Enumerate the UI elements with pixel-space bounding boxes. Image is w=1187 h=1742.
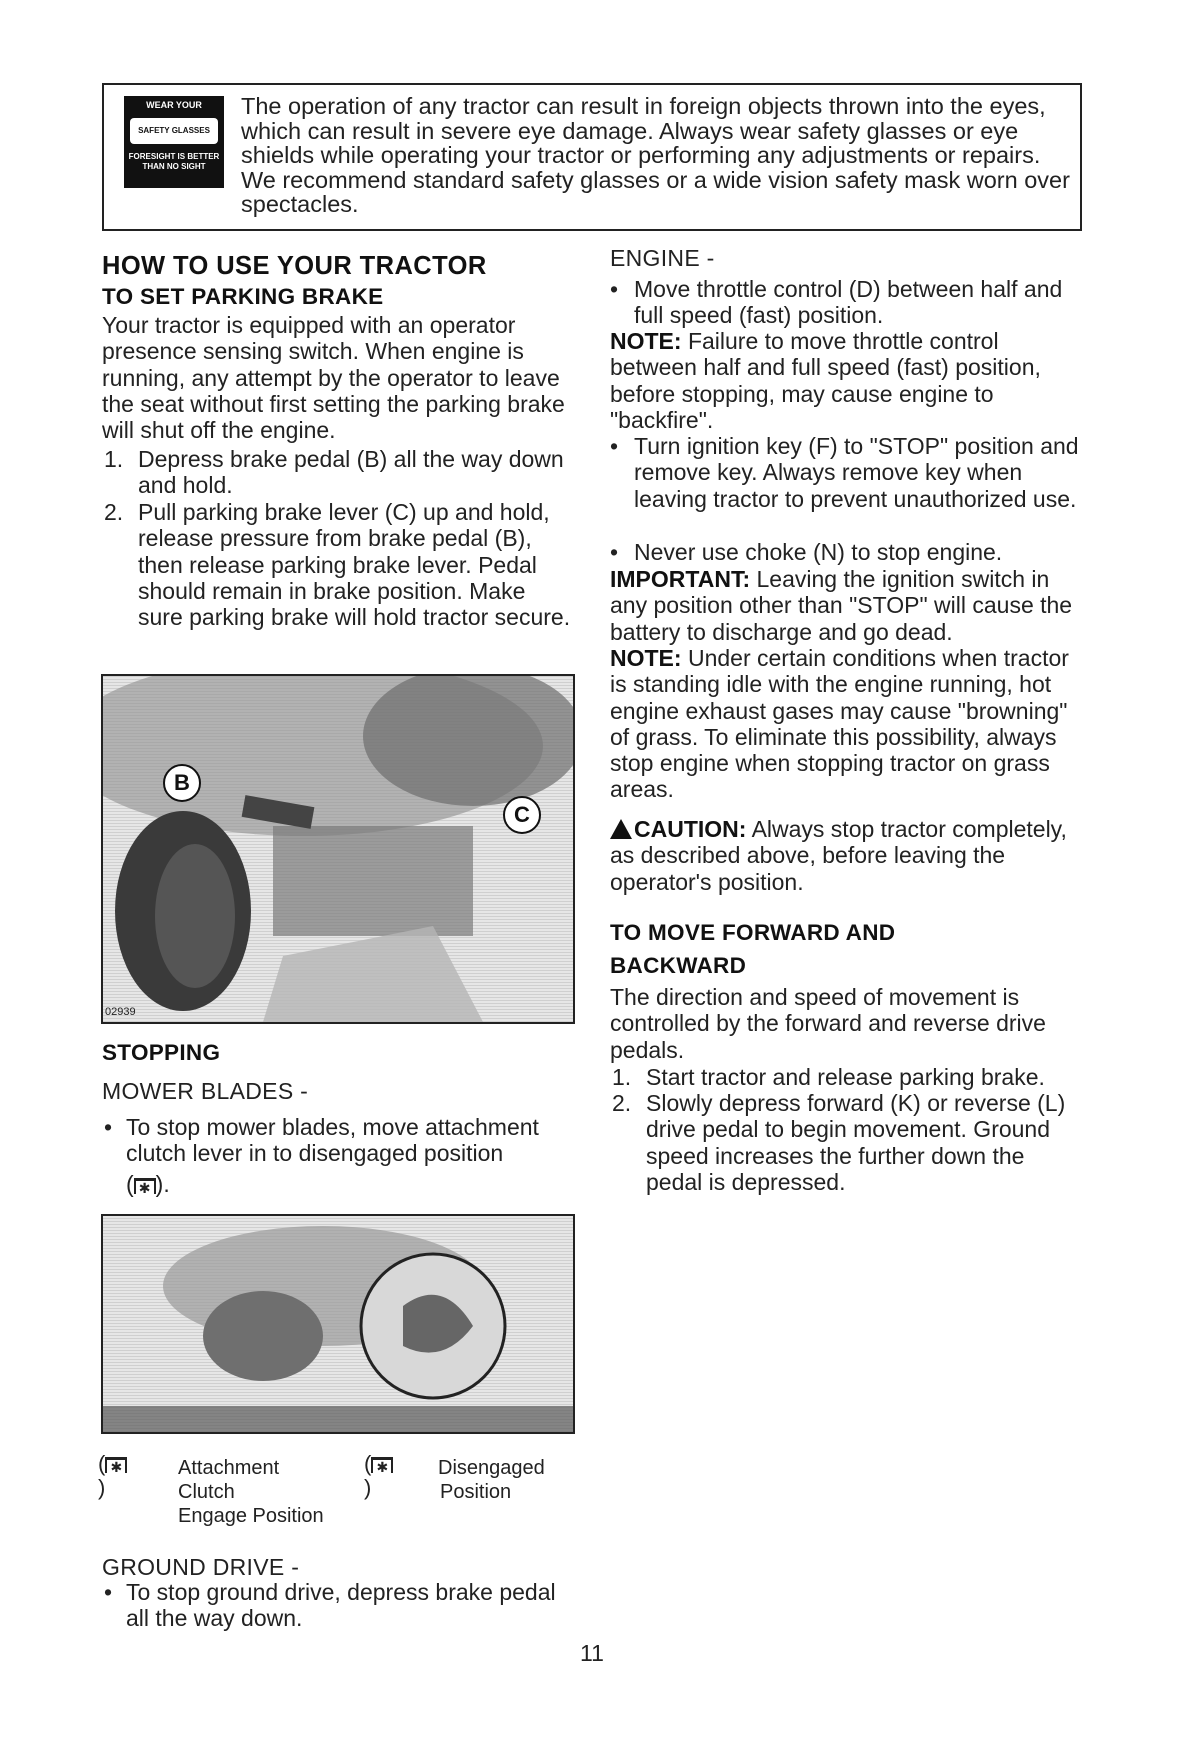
note-2-label: NOTE: bbox=[610, 645, 682, 671]
move-heading-line1: TO MOVE FORWARD AND bbox=[610, 920, 896, 945]
move-heading-line2: BACKWARD bbox=[610, 953, 747, 978]
step-text: Pull parking brake lever (C) up and hold, release pressure from brake pedal (B), then release parking brake lever. Pedal should remain in brake position. Make sure parking brake will hold tractor secure. bbox=[138, 499, 571, 631]
bullet-icon: • bbox=[610, 276, 619, 302]
disengage-symbol-line: ( ✱ ). bbox=[126, 1170, 170, 1197]
parking-brake-heading: TO SET PARKING BRAKE bbox=[102, 284, 384, 309]
mower-blades-label: MOWER BLADES - bbox=[102, 1078, 309, 1104]
step-text: Start tractor and release parking brake. bbox=[646, 1064, 1045, 1090]
bullet-icon: • bbox=[104, 1579, 113, 1605]
bullet-text: Turn ignition key (F) to "STOP" position and remove key. Always remove key when leaving tractor to prevent unauthorized use. bbox=[634, 433, 1079, 512]
tractor-wheel-illustration bbox=[103, 676, 573, 1022]
safety-notice-text: The operation of any tractor can result in foreign objects thrown into the eyes, which can result in severe eye damage. Always wear safety glasses or eye shields while operating your tractor or performing any adjustments or repairs. We recommend standard safety glasses or a wide vision safety mask worn over spectacles. bbox=[241, 93, 1070, 217]
warning-triangle-icon bbox=[610, 819, 632, 839]
ground-drive-label: GROUND DRIVE - bbox=[102, 1554, 300, 1580]
engage-clutch-icon: ✱ bbox=[105, 1457, 127, 1473]
step-number: 2. bbox=[104, 499, 124, 525]
badge-top-text: WEAR YOUR bbox=[146, 100, 202, 110]
bullet-text: Never use choke (N) to stop engine. bbox=[634, 539, 1003, 565]
parking-step-2 bbox=[104, 499, 574, 630]
parking-step-1 bbox=[104, 446, 574, 499]
bullet-text: Move throttle control (D) between half and full speed (fast) position. bbox=[634, 276, 1063, 329]
section-title: HOW TO USE YOUR TRACTOR bbox=[102, 252, 487, 280]
disengage-clutch-icon: ✱ bbox=[134, 1178, 156, 1194]
note-1-label: NOTE: bbox=[610, 328, 682, 354]
disengage-caption-line1: Disengaged bbox=[438, 1457, 545, 1479]
callout-c: C bbox=[503, 796, 541, 834]
badge-middle-text: SAFETY GLASSES bbox=[130, 118, 218, 144]
engage-caption-line3: Engage Position bbox=[178, 1505, 324, 1527]
note-2-text: Under certain conditions when tractor is standing idle with the engine running, hot engine exhaust gases may cause "browning" of grass. To eliminate this possibility, always stop engine when stopping tractor on grass areas. bbox=[610, 645, 1069, 803]
move-step-2 bbox=[612, 1090, 1087, 1195]
disengage-symbol: ( ✱) bbox=[364, 1452, 393, 1500]
bullet-text: To stop ground drive, depress brake pedal all the way down. bbox=[126, 1579, 556, 1632]
caution-text: Always stop tractor completely, as described above, before leaving the operator's position. bbox=[610, 816, 1067, 895]
disengage-caption-line2: Position bbox=[440, 1481, 512, 1503]
step-text: Depress brake pedal (B) all the way down and hold. bbox=[138, 446, 564, 499]
engage-symbol: ( ✱) bbox=[98, 1452, 127, 1500]
engine-label: ENGINE - bbox=[610, 245, 715, 271]
attachment-clutch-photo bbox=[101, 1214, 575, 1434]
engage-caption-line1: Attachment bbox=[178, 1457, 280, 1479]
step-number: 1. bbox=[612, 1064, 632, 1090]
disengage-clutch-icon-caption: ✱ bbox=[371, 1457, 393, 1473]
note-2 bbox=[610, 645, 1085, 803]
step-text: Slowly depress forward (K) or reverse (L) drive pedal to begin movement. Ground speed increases the further down the pedal is depressed. bbox=[646, 1090, 1066, 1195]
note-1 bbox=[610, 328, 1085, 433]
engine-bullet-3 bbox=[610, 539, 1080, 565]
important-label: IMPORTANT: bbox=[610, 566, 751, 592]
bullet-text: To stop mower blades, move attachment clutch lever in to disengaged position bbox=[126, 1114, 539, 1167]
page-number: 11 bbox=[580, 1640, 604, 1666]
move-step-1 bbox=[612, 1064, 1087, 1090]
bullet-icon: • bbox=[610, 433, 619, 459]
step-number: 2. bbox=[612, 1090, 632, 1116]
important-note bbox=[610, 566, 1085, 645]
engine-bullet-1 bbox=[610, 276, 1080, 329]
engine-bullet-2 bbox=[610, 433, 1080, 512]
parking-brake-photo bbox=[101, 674, 575, 1024]
bullet-icon: • bbox=[104, 1114, 113, 1140]
engage-caption-line2: Clutch bbox=[178, 1481, 235, 1503]
move-intro: The direction and speed of movement is controlled by the forward and reverse drive pedals. bbox=[610, 984, 1046, 1063]
caution-note bbox=[610, 816, 1085, 895]
callout-b: B bbox=[163, 764, 201, 802]
badge-bottom-text: FORESIGHT IS BETTER THAN NO SIGHT bbox=[128, 152, 220, 171]
mower-blades-bullet bbox=[104, 1114, 584, 1197]
safety-glasses-badge bbox=[124, 96, 224, 188]
bullet-icon: • bbox=[610, 539, 619, 565]
caution-label: CAUTION: bbox=[634, 816, 747, 842]
clutch-lever-illustration bbox=[103, 1216, 573, 1432]
parking-brake-intro: Your tractor is equipped with an operator presence sensing switch. When engine is running, any attempt by the operator to leave the seat without first setting the parking brake will shut off the engine. bbox=[102, 312, 565, 444]
important-text: Leaving the ignition switch in any position other than "STOP" will cause the battery to discharge and go dead. bbox=[610, 566, 1073, 645]
step-number: 1. bbox=[104, 446, 124, 472]
ground-drive-bullet bbox=[104, 1579, 574, 1632]
note-1-text: Failure to move throttle control between half and full speed (fast) position, before stopping, may cause engine to "backfire". bbox=[610, 328, 1041, 433]
stopping-heading: STOPPING bbox=[102, 1040, 221, 1065]
figure-code: 02939 bbox=[105, 1006, 136, 1018]
